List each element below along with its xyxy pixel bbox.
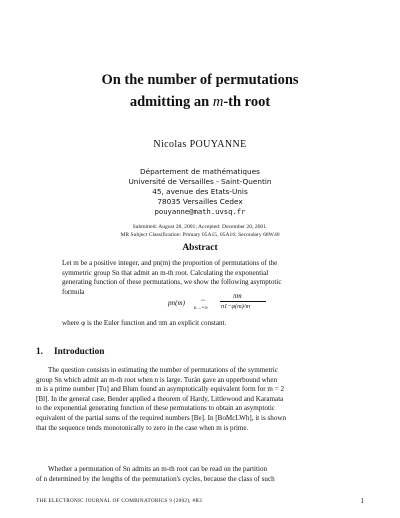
abstract-line-1: Let m be a positive integer, and pn(m) the proportion of permutations of the [62, 259, 278, 267]
section-number: 1. [36, 347, 43, 357]
submission-dates: Submitted: August 28, 2001; Accepted: December 20, 2001. [132, 224, 268, 230]
formula-relation: ~ [201, 297, 205, 305]
text-line: The question consists in estimating the number of permutations of the symmetric [48, 366, 278, 374]
asymptotic-formula [168, 291, 288, 315]
intro-paragraph-2 [36, 465, 364, 484]
affiliation-street: 45, avenue des Etats-Unis [152, 187, 248, 196]
title-text: admitting an [129, 94, 213, 110]
text-line: group Sn which admit an m-th root when n is large. Turán gave an upperbound when [36, 375, 278, 384]
section-heading [36, 347, 104, 357]
author-email: pouyanne@math.uvsq.fr [154, 207, 246, 216]
text-line: [Bl]. In the general case, Bender applied a theorem of Hardy, Littlewood and Karamata [36, 394, 284, 403]
page-number: 1 [360, 497, 364, 505]
abstract-line-3: generating function of these permutations, we show the following asymptotic [62, 278, 282, 287]
formula-denominator: n1−φ(m)/m [221, 303, 251, 310]
paper-title-line-1: On the number of permutations [101, 72, 299, 88]
formula-numerator: πm [233, 292, 242, 300]
text-line: equivalent of the partial sums of the required numbers [Be]. In [BoMcLWh], it is shown [36, 413, 287, 422]
abstract-line-5: where φ is the Euler function and πm an explicit constant. [62, 319, 227, 327]
title-text-suffix: -th root [223, 94, 271, 110]
intro-paragraph-1 [36, 366, 364, 433]
formula-lhs: pn(m) [168, 299, 185, 307]
text-line: that the sequence tends monotonically to zero in the case when m is prime. [36, 423, 249, 432]
text-line: of n determined by the lengths of the permutation's cycles, because the class of such [36, 474, 275, 483]
text-line: m is a prime number [Tu] and Blum found an asymptotically equivalent form for m = 2 [36, 385, 285, 394]
text-line: to the exponential generating function of these permutations to obtain an asymptotic [36, 404, 275, 413]
formula-limit: n→+∞ [194, 306, 208, 311]
affiliation-city: 78035 Versailles Cedex [157, 197, 243, 206]
abstract-heading: Abstract [182, 243, 218, 253]
text-line: Whether a permutation of Sn admits an m-th root can be read on the partition [48, 465, 268, 473]
paper-title-line-2 [0, 94, 400, 111]
abstract-line-2: symmetric group Sn that admit an m-th root. Calculating the exponential [62, 268, 269, 277]
subject-classification: MR Subject Classification: Primary 05A15, 05A16; Secondary 68W40 [120, 232, 280, 238]
formula-fraction-bar [220, 301, 266, 302]
affiliation-university: Université de Versailles - Saint-Quentin [128, 177, 272, 186]
abstract-line-4: formula [62, 288, 85, 297]
journal-citation: THE ELECTRONIC JOURNAL OF COMBINATORICS 9 (2002), #R3 [36, 498, 203, 504]
section-title: Introduction [54, 347, 105, 357]
author-name: Nicolas POUYANNE [153, 139, 247, 150]
page-footer [36, 498, 364, 504]
affiliation-department: Département de mathématiques [140, 167, 260, 176]
title-math-m: m [212, 94, 224, 110]
